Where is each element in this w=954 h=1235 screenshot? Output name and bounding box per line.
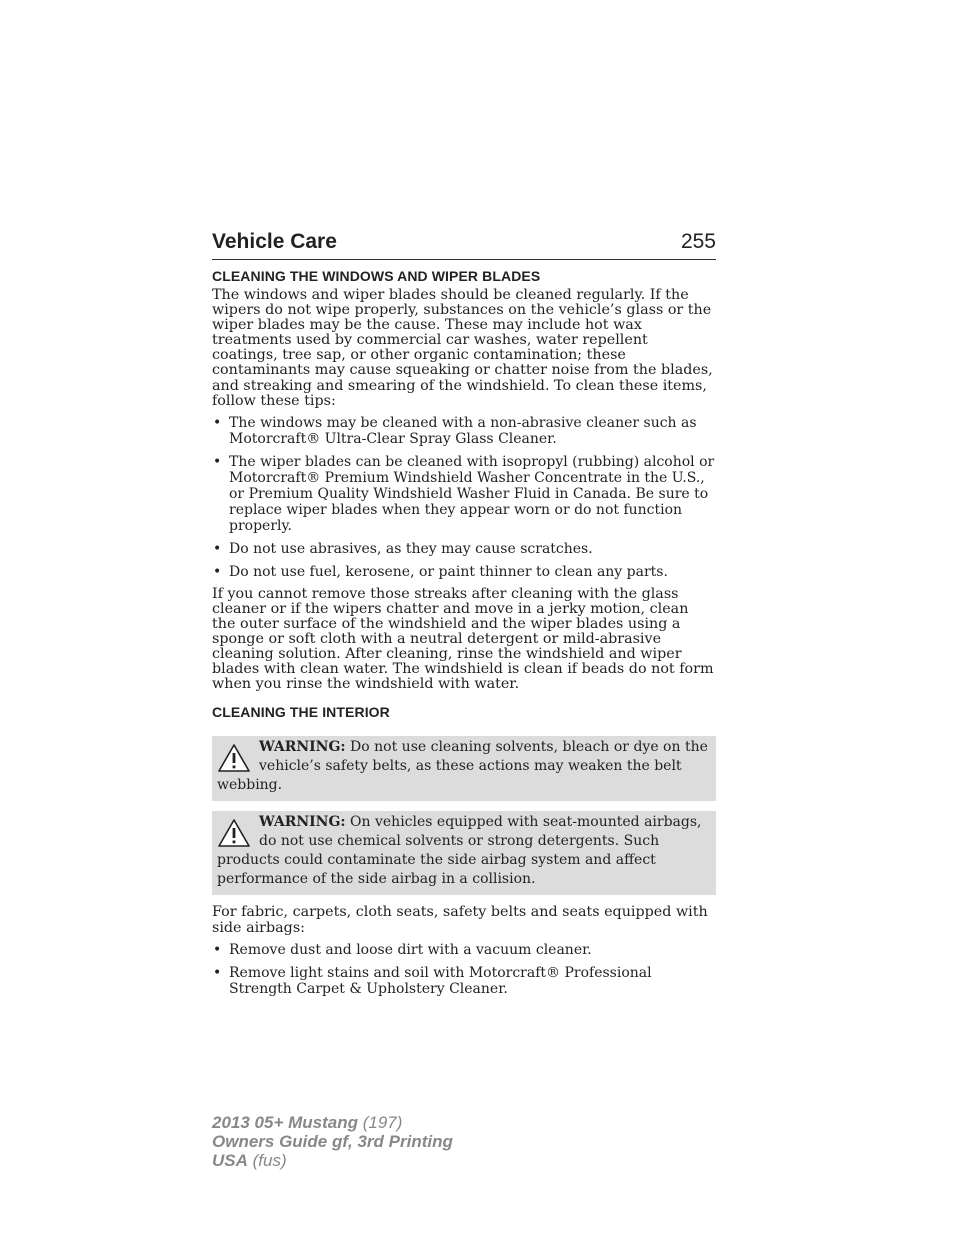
- bullet-glyph: •: [213, 941, 222, 958]
- warning-label: WARNING:: [259, 739, 346, 756]
- page-number: 255: [680, 230, 716, 253]
- interior-tips-list: [212, 942, 716, 997]
- footer-model-code: (197): [362, 1113, 403, 1132]
- warning-triangle-icon: [217, 743, 251, 773]
- footer-market: USA: [212, 1151, 248, 1170]
- list-item: [212, 541, 716, 557]
- list-item-text: The windows may be cleaned with a non-abrasive cleaner such as Motorcraft® Ultra-Clear Spray Glass Cleaner.: [229, 414, 697, 447]
- windows-intro-paragraph: The windows and wiper blades should be cleaned regularly. If the wipers do not wipe properly, substances on the vehicle’s glass or the wiper blades may be the cause. These may include hot wax treatments used by commercial car washes, water repellent coatings, tree sap, or other organic contamination; these contaminants may cause squeaking or chatter noise from the blades, and streaking and smearing of the windshield. To clean these items, follow these tips:: [212, 287, 713, 409]
- list-item: [212, 564, 716, 580]
- bullet-glyph: •: [213, 964, 222, 981]
- list-item-text: The wiper blades can be cleaned with isopropyl (rubbing) alcohol or Motorcraft® Premium Windshield Washer Concentrate in the U.S., or Premium Quality Windshield Washer Fluid in Canada. Be sure to replace wiper blades when they appear worn or do not function properly.: [229, 453, 715, 534]
- warning-box-airbags: [212, 811, 716, 895]
- page-header: [212, 226, 716, 260]
- list-item: [212, 454, 716, 534]
- warning-triangle-icon: [217, 818, 251, 848]
- list-item-text: Do not use fuel, kerosene, or paint thinner to clean any parts.: [229, 563, 668, 580]
- bullet-glyph: •: [213, 563, 222, 580]
- interior-intro-paragraph: For fabric, carpets, cloth seats, safety belts and seats equipped with side airbags:: [212, 904, 708, 936]
- warning-text: On vehicles equipped with seat-mounted airbags, do not use chemical solvents or strong detergents. Such products could contaminate the side airbag system and affect performance of the side airbag in a collision.: [217, 814, 702, 888]
- windows-tips-list: [212, 415, 716, 580]
- list-item-text: Do not use abrasives, as they may cause scratches.: [229, 540, 593, 557]
- warning-box-belts: [212, 736, 716, 801]
- page-footer: [212, 1113, 453, 1170]
- warning-label: WARNING:: [259, 814, 346, 831]
- manual-page: [212, 226, 716, 1004]
- heading-interior: CLEANING THE INTERIOR: [212, 704, 390, 721]
- list-item-text: Remove dust and loose dirt with a vacuum cleaner.: [229, 941, 592, 958]
- list-item: [212, 942, 716, 958]
- footer-market-code: (fus): [252, 1151, 287, 1170]
- footer-line-market: [212, 1151, 453, 1170]
- warning-text: Do not use cleaning solvents, bleach or dye on the vehicle’s safety belts, as these actions may weaken the belt webbing.: [217, 739, 708, 794]
- bullet-glyph: •: [213, 414, 222, 431]
- windows-closing-paragraph: If you cannot remove those streaks after cleaning with the glass cleaner or if the wipers chatter and move in a jerky motion, clean the outer surface of the windshield and the wiper blades using a sponge or soft cloth with a neutral detergent or mild-abrasive cleaning solution. After cleaning, rinse the windshield and wiper blades with clean water. The windshield is clean if beads do not form when you rinse the windshield with water.: [212, 585, 714, 693]
- section-title: Vehicle Care: [212, 230, 337, 253]
- footer-line-guide: [212, 1132, 453, 1151]
- list-item: [212, 415, 716, 447]
- footer-guide: Owners Guide gf, 3rd Printing: [212, 1132, 453, 1151]
- footer-line-model: [212, 1113, 453, 1132]
- list-item: [212, 965, 716, 997]
- bullet-glyph: •: [213, 540, 222, 557]
- footer-model: 2013 05+ Mustang: [212, 1113, 358, 1132]
- bullet-glyph: •: [213, 453, 222, 470]
- list-item-text: Remove light stains and soil with Motorcraft® Professional Strength Carpet & Upholstery Cleaner.: [229, 964, 652, 997]
- heading-windows-wipers: CLEANING THE WINDOWS AND WIPER BLADES: [212, 268, 541, 284]
